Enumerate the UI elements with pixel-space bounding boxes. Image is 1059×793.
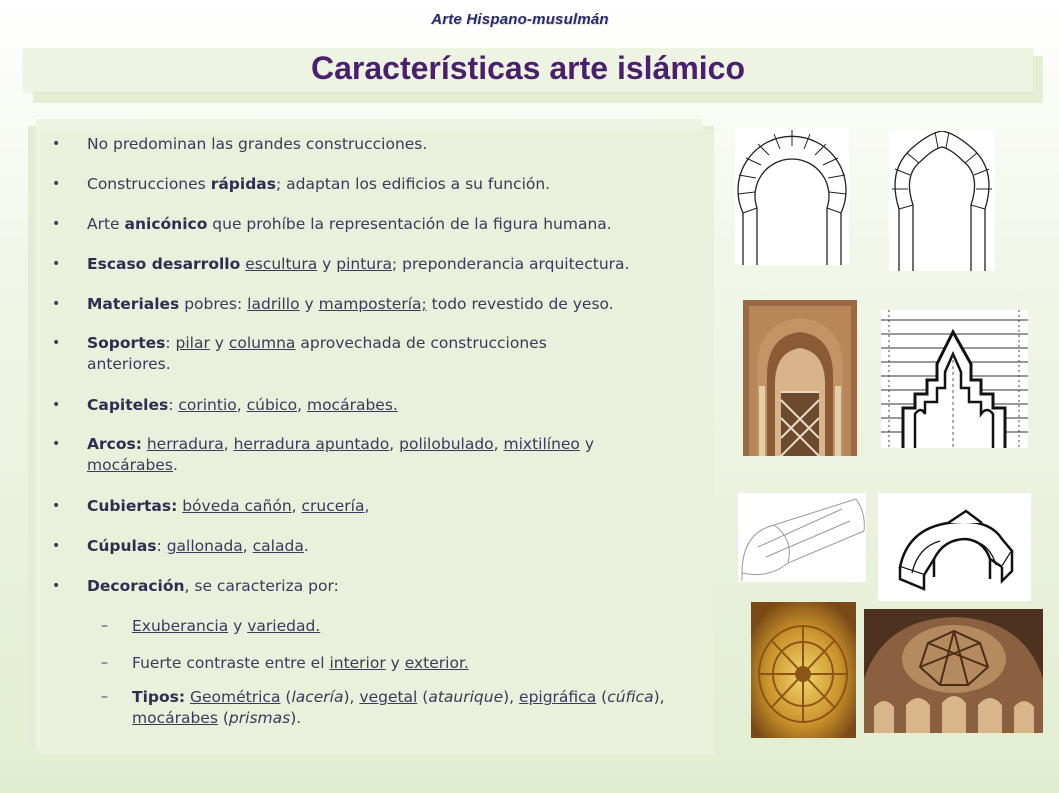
link-columna[interactable]: columna [228,334,296,352]
link-corintio[interactable]: corintio [178,396,237,414]
link-ladrillo[interactable]: ladrillo [247,295,300,313]
item-text: No predominan las grandes construcciones. [87,135,428,153]
link-epigrafica[interactable]: epigráfica [519,688,597,706]
link-escultura[interactable]: escultura [245,255,318,273]
ribbed-vault-image [878,493,1031,601]
bullet-dot: • [52,136,61,152]
item-text: Cúpulas: gallonada, calada. [87,537,309,555]
slide-title: Características arte islámico [310,50,746,86]
item-text: Exuberancia y variedad. [132,617,321,635]
bullet-dot: • [52,538,61,554]
ribbed-dome-photo [864,609,1043,733]
link-mocarabes-arcos[interactable]: mocárabes [87,456,173,474]
bullet-dot: • [52,335,61,351]
item-text: Arte anicónico que prohíbe la representación de la figura humana. [87,215,612,233]
link-cubico[interactable]: cúbico [246,396,298,414]
link-pintura[interactable]: pintura [336,255,393,273]
link-pilar[interactable]: pilar [175,334,210,352]
link-herradura[interactable]: herradura [146,435,224,453]
link-interior[interactable]: interior [329,654,386,672]
link-mixtilineo[interactable]: mixtilíneo [503,435,580,453]
pointed-horseshoe-arch-image [889,131,995,271]
item-text: Tipos: Geométrica (lacería), vegetal (ataurique), epigráfica (cúfica), mocárabes (prismas). [132,688,665,727]
item-text: Construcciones rápidas; adaptan los edificios a su función. [87,175,551,193]
horseshoe-arch-image [735,128,849,265]
item-text: Fuerte contraste entre el interior y exterior. [132,654,469,672]
bullet-dot: • [52,578,61,594]
link-polilobulado[interactable]: polilobulado [399,435,494,453]
link-vegetal[interactable]: vegetal [359,688,418,706]
link-cruceria[interactable]: crucería [301,497,365,515]
bullet-dot: • [52,296,61,312]
bullet-dot: • [52,256,61,272]
link-mocarabes-deco[interactable]: mocárabes [132,709,218,727]
bullet-dot: • [52,397,61,413]
mixtilinear-arch-image [881,310,1028,448]
gallooned-dome-photo [751,602,856,738]
bullet-dot: • [52,176,61,192]
item-text: Arcos: herradura, herradura apuntado, polilobulado, mixtilíneo y mocárabes. [87,435,595,474]
bullet-dash: – [101,655,108,671]
item-text: Escaso desarrollo escultura y pintura; preponderancia arquitectura. [87,255,630,273]
item-text: Cubiertas: bóveda cañón, crucería, [87,497,370,515]
link-herradura-apuntado[interactable]: herradura apuntado [233,435,390,453]
item-text: Soportes: pilar y columna aprovechada de construcciones anteriores. [87,334,547,373]
barrel-vault-image [738,493,866,582]
bullet-dash: – [101,618,108,634]
link-mamposteria[interactable]: mampostería; [318,295,427,313]
link-calada[interactable]: calada [252,537,304,555]
bullet-dash: – [101,689,108,705]
item-text: Capiteles: corintio, cúbico, mocárabes. [87,396,398,414]
bullet-dot: • [52,216,61,232]
header-title: Arte Hispano-musulmán [431,11,609,28]
bullet-dot: • [52,436,61,452]
link-variedad[interactable]: variedad. [247,617,321,635]
bullet-dot: • [52,498,61,514]
link-mocarabes[interactable]: mocárabes. [306,396,398,414]
link-exuberancia[interactable]: Exuberancia [132,617,229,635]
item-text: Decoración, se caracteriza por: [87,577,339,595]
link-gallonada[interactable]: gallonada [166,537,243,555]
mihrab-photo [743,300,857,456]
link-boveda-canon[interactable]: bóveda cañón [182,497,292,515]
item-text: Materiales pobres: ladrillo y mampostería; todo revestido de yeso. [87,295,614,313]
link-geometrica[interactable]: Geométrica [190,688,281,706]
link-exterior[interactable]: exterior. [404,654,469,672]
